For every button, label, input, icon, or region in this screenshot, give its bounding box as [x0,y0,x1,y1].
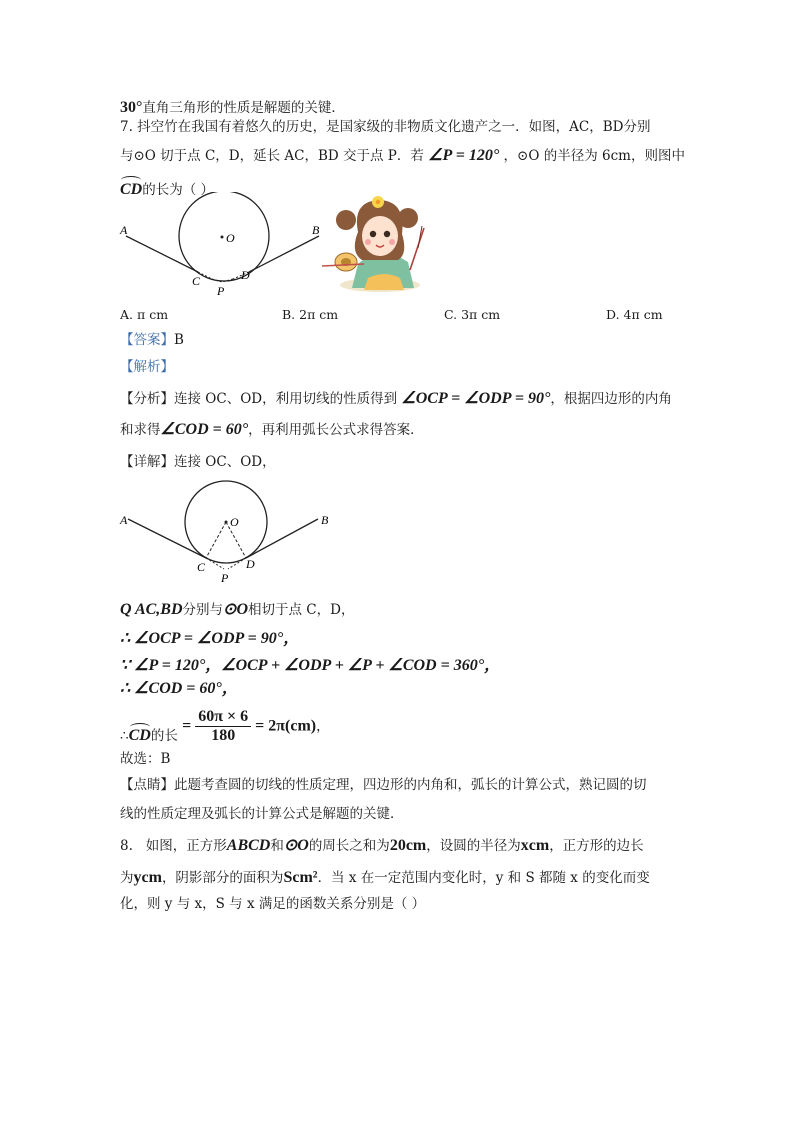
q7-line2-text-b: ，⊙O 的半径为 6cm，则图中 [503,148,685,164]
diabolo-girl-illustration [318,192,430,296]
detail-fig-label-d: D [246,557,255,571]
fenxi-text-a: 连接 OC、OD，利用切线的性质得到 [174,391,398,407]
step5-prefix: ∴ [120,728,129,744]
q7-fig-label-a: A [120,223,128,237]
q7-line2-text-a: 与⊙O 切于点 C，D，延长 AC，BD 交于点 P．若 [120,148,424,164]
q7-figure [118,192,330,298]
q7-fig-label-d: D [241,268,250,282]
step1-text-b: 相切于点 C，D， [248,602,355,618]
q8-line1 [120,836,644,856]
q8-l2-c: ．当 x 在一定范围内变化时，y 和 S 都随 x 的变化而变 [317,870,650,886]
fenxi-label: 【分析】 [120,391,174,407]
q7-option-c-value: 3π cm [461,307,501,322]
step4: ∴ ∠COD = 60°， [120,680,238,697]
q8-l1-a: 如图，正方形 [145,838,227,854]
q7-option-b-letter: B. [282,307,296,322]
detail-fig-label-b: B [321,513,329,527]
q7-option-d-letter: D. [606,307,620,322]
q7-line1: 7. 抖空竹在我国有着悠久的历史，是国家级的非物质文化遗产之一．如图，AC，BD分别 [120,119,651,135]
choice-line: 故选：B [120,751,171,767]
q7-fig-label-p: P [217,284,225,298]
step5-text: 的长 [150,728,178,744]
step5-denominator: 180 [211,727,236,744]
q7-line3-text: 的长为（ ） [142,182,215,198]
q7-line2 [120,146,685,166]
q7-option-d-value: 4π cm [623,307,663,322]
step5-fraction [195,708,251,745]
q7-fig-label-c: C [192,274,201,288]
q7-option-a-letter: A. [120,307,134,322]
q7-option-b[interactable] [282,307,338,322]
q8-l1-c: 的周长之和为 [308,838,390,854]
answer-label: 【答案】 [120,332,174,348]
q8-line3: 化，则 y 与 x，S 与 x 满足的函数关系分别是（ ） [120,896,426,912]
analysis-label: 【解析】 [120,359,174,375]
q8-l1-d: ，设圆的半径为 [426,838,521,854]
q7-arc-cd: CD [120,181,143,198]
step5-result: = 2π(cm) [255,717,317,735]
q8-area: Scm² [283,869,318,886]
detail-figure [118,478,336,586]
prev-tail-math: 30° [120,99,143,116]
step1 [120,600,354,620]
q7-option-b-value: 2π cm [299,307,339,322]
q7-option-c[interactable] [444,307,500,322]
fenxi-line2 [120,420,424,440]
q8-side: ycm [133,869,162,886]
answer-value: B [174,332,184,348]
fenxi-math1: ∠OCP = ∠ODP = 90° [401,390,551,407]
step2: ∴ ∠OCP = ∠ODP = 90°， [120,630,300,647]
prev-tail-text: 直角三角形的性质是解题的关键． [142,100,345,116]
detail-fig-label-c: C [197,560,206,574]
q8-circle: ⊙O [283,837,309,854]
q8-l1-b: 和 [270,838,284,854]
q8-square: ABCD [226,837,271,854]
q7-angle-p: ∠P = 120° [428,147,500,164]
q8-radius: xcm [520,837,550,854]
step3: ∵ ∠P = 120°，∠OCP + ∠ODP + ∠P + ∠COD = 360°， [120,657,501,674]
q7-option-a[interactable] [120,307,168,322]
step5: ∴CD的长 = $\frac{60\pi \times 6}{180}$ = 2π(cm)， [120,708,330,744]
fenxi-line1 [120,389,672,409]
q7-fig-label-o: O [226,231,235,245]
fenxi-text-b: ，根据四边形的内角 [550,391,672,407]
dianjing-label: 【点睛】 [120,777,174,793]
q8-l2-b: ，阴影部分的面积为 [161,870,284,886]
step5-numerator: 60π × 6 [195,708,251,727]
q8-perimeter: 20cm [389,837,427,854]
step5-tail: ， [316,718,330,735]
dianjing-text1: 此题考查圆的切线的性质定理，四边形的内角和，弧长的计算公式，熟记圆的切 [174,777,647,793]
step1-circle: ⊙O [223,601,248,618]
q7-option-d[interactable] [606,307,663,322]
q8-number: 8. [120,838,133,854]
fenxi-text-d: ，再利用弧长公式求得答案． [248,422,424,438]
q8-line2 [120,868,650,888]
prev-tail-line [120,98,345,118]
q7-option-c-letter: C. [444,307,458,322]
dianjing-line1 [120,775,647,795]
step1-math: Q AC,BD [120,601,183,618]
detail-fig-label-a: A [120,513,128,527]
detail-label: 【详解】 [120,454,174,470]
step1-text-a: 分别与 [182,602,224,618]
detail-text: 连接 OC、OD， [174,454,276,470]
step5-arc: CD [128,727,151,744]
q7-fig-label-b: B [312,223,320,237]
q8-l2-a: 为 [120,870,134,886]
detail-fig-label-p: P [221,571,229,585]
answer-line [120,330,184,350]
fenxi-math2: ∠COD = 60° [160,421,249,438]
detail-fig-label-o: O [230,515,239,529]
fenxi-text-c: 和求得 [120,422,161,438]
detail-line [120,452,276,472]
q7-option-a-value: π cm [137,307,169,322]
q8-l1-e: ，正方形的边长 [549,838,644,854]
dianjing-line2: 线的性质定理及弧长的计算公式是解题的关键． [120,806,404,822]
